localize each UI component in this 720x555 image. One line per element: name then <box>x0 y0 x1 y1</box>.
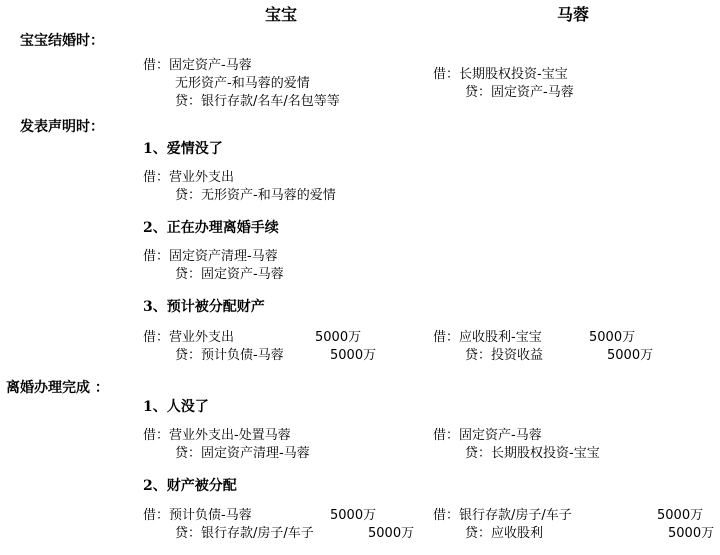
column-header-baobao: 宝宝 <box>265 5 298 24</box>
item-heading: 1、人没了 <box>143 399 209 415</box>
entry-amount: 5000万 <box>607 348 654 363</box>
entry-debit: 借：固定资产清理-马蓉 <box>143 249 278 264</box>
entry-debit: 借：预计负债-马蓉 <box>143 508 252 523</box>
entry-debit: 借：长期股权投资-宝宝 <box>433 67 568 82</box>
section-title-divorce-complete: 离婚办理完成 ： <box>6 380 109 396</box>
entry-credit: 贷：应收股利 <box>465 526 544 541</box>
entry-credit: 贷：银行存款/房子/车子 <box>175 526 314 541</box>
entry-debit: 借：固定资产-马蓉 <box>143 58 252 73</box>
entry-debit: 借：营业外支出 <box>143 170 235 185</box>
entry-amount: 5000万 <box>668 526 715 541</box>
entry-amount: 5000万 <box>589 330 636 345</box>
entry-debit-line2: 无形资产-和马蓉的爱情 <box>175 76 310 91</box>
item-heading: 3、预计被分配财产 <box>143 299 265 315</box>
entry-debit: 借：银行存款/房子/车子 <box>433 508 572 523</box>
entry-debit: 借：应收股利-宝宝 <box>433 330 542 345</box>
entry-credit: 贷：无形资产-和马蓉的爱情 <box>175 188 336 203</box>
entry-credit: 贷：固定资产-马蓉 <box>175 267 284 282</box>
entry-credit: 贷：投资收益 <box>465 348 544 363</box>
entry-amount: 5000万 <box>330 508 377 523</box>
entry-debit: 借：营业外支出-处置马蓉 <box>143 428 291 443</box>
item-heading: 2、正在办理离婚手续 <box>143 220 279 236</box>
entry-amount: 5000万 <box>368 526 415 541</box>
section-title-marriage: 宝宝结婚时： <box>20 33 104 49</box>
entry-credit: 贷：固定资产清理-马蓉 <box>175 446 310 461</box>
item-heading: 2、财产被分配 <box>143 478 237 494</box>
entry-credit: 贷：预计负债-马蓉 <box>175 348 284 363</box>
entry-credit: 贷：银行存款/名车/名包等等 <box>175 94 340 109</box>
entry-credit: 贷：固定资产-马蓉 <box>465 85 574 100</box>
entry-debit: 借：营业外支出 <box>143 330 235 345</box>
item-heading: 1、爱情没了 <box>143 141 223 157</box>
entry-amount: 5000万 <box>657 508 704 523</box>
section-title-announcement: 发表声明时： <box>20 119 104 135</box>
entry-amount: 5000万 <box>330 348 377 363</box>
entry-credit: 贷：长期股权投资-宝宝 <box>465 446 600 461</box>
column-header-marong: 马蓉 <box>557 5 590 24</box>
entry-amount: 5000万 <box>315 330 362 345</box>
entry-debit: 借：固定资产-马蓉 <box>433 428 542 443</box>
